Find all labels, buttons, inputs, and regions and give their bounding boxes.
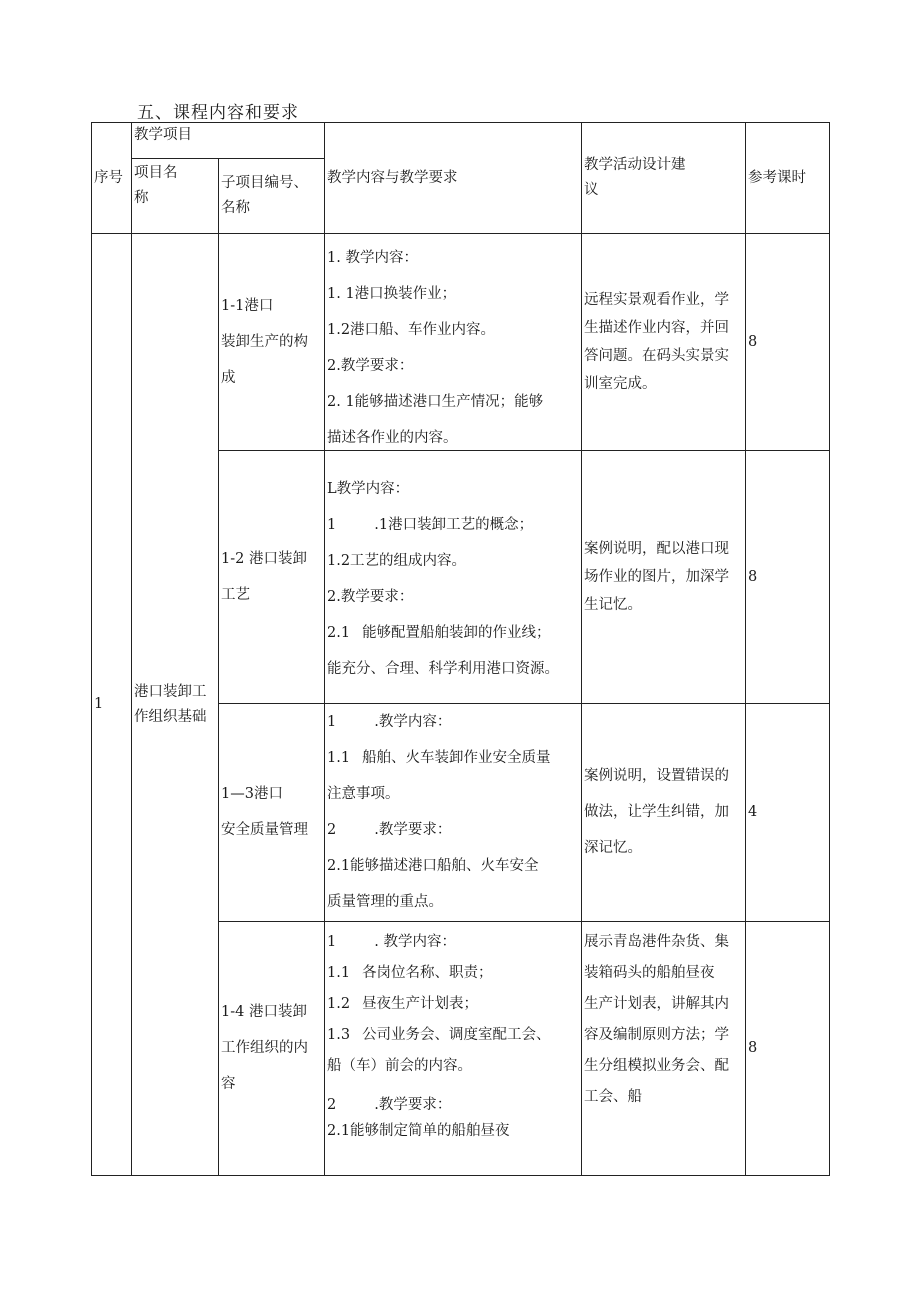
content-line: 注意事项。 bbox=[327, 786, 400, 802]
content-text: . 教学内容： bbox=[374, 934, 456, 950]
hours-cell: 4 bbox=[746, 704, 830, 922]
content-line: 描述各作业的内容。 bbox=[327, 430, 458, 446]
activity-line: 展示青岛港件杂货、集 bbox=[584, 934, 729, 950]
content-num: 1.1 bbox=[327, 750, 351, 766]
table-row bbox=[92, 234, 830, 451]
content-line: 2. 1能够描述港口生产情况；能够 bbox=[327, 394, 544, 410]
sub-project-cell bbox=[219, 922, 325, 1176]
activity-line: 案例说明，配以港口现 bbox=[584, 540, 729, 557]
content-cell bbox=[325, 234, 582, 451]
hours-cell: 8 bbox=[746, 234, 830, 451]
sub-line: 1-4 港口装卸 bbox=[221, 1004, 307, 1020]
activity-cell bbox=[582, 704, 746, 922]
content-cell bbox=[325, 451, 582, 704]
sub-line: 1-2 港口装卸 bbox=[221, 550, 307, 567]
activity-line: 训室完成。 bbox=[584, 375, 657, 392]
table-header-row-1 bbox=[92, 123, 830, 159]
header-project-name-line: 称 bbox=[134, 190, 149, 206]
activity-cell bbox=[582, 922, 746, 1176]
content-line bbox=[327, 1023, 579, 1048]
content-clip bbox=[327, 922, 579, 1167]
sub-line: 装卸生产的构 bbox=[221, 333, 308, 350]
content-num: 2 bbox=[327, 1097, 337, 1113]
content-line: 2.1能够制定简单的船舶昼夜 bbox=[327, 1123, 510, 1139]
activity-line: 生分组模拟业务会、配 bbox=[584, 1058, 729, 1074]
activity-line: 装箱码头的船舶昼夜 bbox=[584, 965, 715, 981]
header-project-name bbox=[132, 159, 219, 234]
activity-line: 生产计划表，讲解其内 bbox=[584, 996, 729, 1012]
header-content: 教学内容与教学要求 bbox=[325, 123, 582, 234]
content-line bbox=[327, 710, 579, 735]
header-hours: 参考课时 bbox=[746, 123, 830, 234]
content-line: L教学内容： bbox=[327, 480, 410, 497]
activity-line: 远程实景观看作业，学 bbox=[584, 291, 729, 308]
hours-cell: 8 bbox=[746, 451, 830, 704]
activity-line: 案例说明，设置错误的 bbox=[584, 768, 729, 784]
sub-line: 工艺 bbox=[221, 586, 250, 603]
content-line: 质量管理的重点。 bbox=[327, 894, 443, 910]
content-line bbox=[327, 992, 579, 1017]
content-text: 能够配置船舶装卸的作业线； bbox=[362, 624, 551, 641]
content-num: 1 bbox=[327, 516, 337, 533]
content-cell bbox=[325, 922, 582, 1176]
content-num: 1 bbox=[327, 934, 337, 950]
group-name-line: 作组织基础 bbox=[134, 708, 207, 725]
activity-line: 生描述作业内容，并回 bbox=[584, 319, 729, 336]
sub-line: 容 bbox=[221, 1076, 236, 1092]
activity-line: 做法，让学生纠错，加 bbox=[584, 804, 729, 820]
content-text: 公司业务会、调度室配工会、 bbox=[362, 1027, 551, 1043]
content-line bbox=[327, 746, 579, 771]
content-line bbox=[327, 513, 579, 538]
content-line: 1.2工艺的组成内容。 bbox=[327, 552, 467, 569]
activity-line: 场作业的图片，加深学 bbox=[584, 568, 729, 585]
header-project: 教学项目 bbox=[132, 123, 325, 159]
content-line bbox=[327, 818, 579, 843]
header-project-name-line: 项目名 bbox=[134, 165, 178, 181]
header-sub-project bbox=[219, 159, 325, 234]
sub-line: 工作组织的内 bbox=[221, 1040, 308, 1056]
content-num: 2 bbox=[327, 822, 337, 838]
content-clip bbox=[327, 234, 579, 450]
course-content-table bbox=[91, 122, 830, 1176]
content-text: 各岗位名称、职责； bbox=[362, 965, 493, 981]
content-line: 能充分、合理、科学利用港口资源。 bbox=[327, 660, 559, 677]
group-seq: 1 bbox=[92, 234, 132, 1176]
activity-line: 深记忆。 bbox=[584, 840, 642, 856]
hours-cell: 8 bbox=[746, 922, 830, 1176]
content-text: .教学内容： bbox=[374, 714, 452, 730]
sub-line: 成 bbox=[221, 369, 236, 386]
content-line: 1. 1港口换装作业； bbox=[327, 286, 457, 302]
content-line bbox=[327, 1093, 579, 1118]
section-title: 五、课程内容和要求 bbox=[137, 103, 299, 123]
header-sub-project-line: 子项目编号、 bbox=[221, 175, 308, 191]
activity-cell bbox=[582, 234, 746, 451]
content-line: 2.教学要求： bbox=[327, 588, 414, 605]
sub-project-cell bbox=[219, 704, 325, 922]
content-line: 1. 教学内容： bbox=[327, 250, 418, 266]
header-seq: 序号 bbox=[92, 123, 132, 234]
header-activity-line: 教学活动设计建 bbox=[584, 157, 686, 173]
content-num: 1.1 bbox=[327, 965, 351, 981]
content-line bbox=[327, 621, 579, 646]
activity-line: 生记忆。 bbox=[584, 596, 642, 613]
content-line: 1.2港口船、车作业内容。 bbox=[327, 322, 496, 338]
activity-line: 容及编制原则方法；学 bbox=[584, 1027, 729, 1043]
header-activity-line: 议 bbox=[584, 182, 599, 198]
content-num: 1.2 bbox=[327, 996, 351, 1012]
header-sub-project-line: 名称 bbox=[221, 200, 250, 216]
content-text: 船舶、火车装卸作业安全质量 bbox=[362, 750, 551, 766]
activity-line: 答问题。在码头实景实 bbox=[584, 347, 729, 364]
content-line: 2.教学要求： bbox=[327, 358, 414, 374]
content-line bbox=[327, 930, 579, 955]
sub-project-cell bbox=[219, 234, 325, 451]
group-name-line: 港口装卸工 bbox=[134, 683, 207, 700]
content-num: 2.1 bbox=[327, 624, 351, 641]
content-num: 1 bbox=[327, 714, 337, 730]
sub-project-cell bbox=[219, 451, 325, 704]
content-text: .教学要求： bbox=[374, 822, 452, 838]
header-activity bbox=[582, 123, 746, 234]
content-num: 1.3 bbox=[327, 1027, 351, 1043]
activity-cell bbox=[582, 451, 746, 704]
activity-line: 工会、船 bbox=[584, 1089, 642, 1105]
content-line: 2.1能够描述港口船舶、火车安全 bbox=[327, 858, 539, 874]
content-text: .教学要求： bbox=[374, 1097, 452, 1113]
content-line bbox=[327, 961, 579, 986]
content-text: .1港口装卸工艺的概念； bbox=[374, 516, 534, 533]
group-name bbox=[132, 234, 219, 1176]
sub-line: 安全质量管理 bbox=[221, 822, 308, 838]
sub-line: 1—3港口 bbox=[221, 786, 283, 802]
content-cell bbox=[325, 704, 582, 922]
content-line: 船（车）前会的内容。 bbox=[327, 1058, 472, 1074]
sub-line: 1-1港口 bbox=[221, 297, 274, 314]
content-text: 昼夜生产计划表； bbox=[362, 996, 479, 1012]
